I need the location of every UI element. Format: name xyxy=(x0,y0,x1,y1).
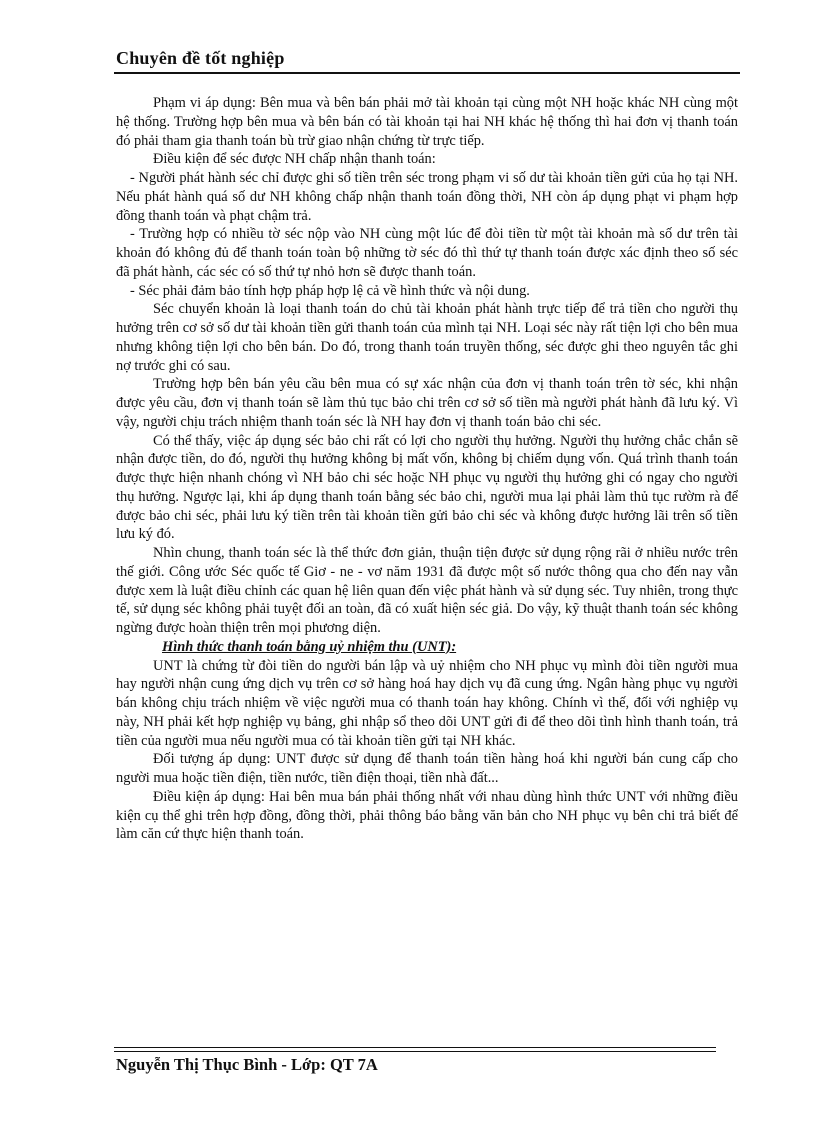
header-divider xyxy=(114,72,740,74)
page-header-title: Chuyên đề tốt nghiệp xyxy=(116,48,285,68)
paragraph: Nhìn chung, thanh toán séc là thể thức đơn giản, thuận tiện được sử dụng rộng rãi ở nhiều nước trên thế giới. Công ước Séc quốc tế Giơ - ne - vơ năm 1931 đã được một số nước thông qua cho đến nay vẫn được xem là luật điều chỉnh các quan hệ liên quan đến việc phát hành và sử dụng séc. Tuy nhiên, trong thực tế, sử dụng séc không phải tuyệt đối an toàn, đã có xuất hiện séc giả. Do vậy, kỹ thuật thanh toán séc không ngừng được hoàn thiện trên mọi phương diện. xyxy=(116,545,738,636)
paragraph: UNT là chứng từ đòi tiền do người bán lập và uỷ nhiệm cho NH phục vụ mình đòi tiền người mua hay người nhận cung ứng dịch vụ trên cơ sở hàng hoá hay dịch vụ đã cung ứng. Ngân hàng phục vụ người bán không chịu trách nhiệm về việc người mua có thanh toán hay không. Chính vì thế, đối với nghiệp vụ này, NH phải kết hợp nghiệp vụ bảng, ghi nhập sổ theo dõi UNT gửi đi để theo dõi tình hình thanh toán, trả tiền của người mua nếu người mua có tài khoản tiền gửi tại NH khác. xyxy=(116,657,738,749)
document-body xyxy=(116,94,738,844)
paragraph: Điều kiện áp dụng: Hai bên mua bán phải thống nhất với nhau dùng hình thức UNT với những điều kiện cụ thể ghi trên hợp đồng, đồng thời, phải thông báo bằng văn bản cho NH phục vụ bên chi trả biết để làm căn cứ thực hiện thanh toán. xyxy=(116,788,738,843)
paragraph: Có thể thấy, việc áp dụng séc bảo chi rất có lợi cho người thụ hưởng. Người thụ hưởng chắc chắn sẽ nhận được tiền, do đó, người thụ hưởng không bị mất vốn, không bị chiếm dụng vốn. Quá trình thanh toán được thực hiện nhanh chóng vì NH bảo chi séc hoặc NH phục vụ người thụ hưởng ghi có ngay cho người thụ hưởng. Ngược lại, khi áp dụng thanh toán bằng séc bảo chi, người mua lại phải làm thủ tục rườm rà để được bảo chi séc, phải lưu ký tiền trên tài khoản tiền gửi bảo chi séc và không được hưởng lãi trên số tiền lưu ký đó. xyxy=(116,432,738,543)
footer-divider-top xyxy=(114,1047,716,1048)
paragraph: Đối tượng áp dụng: UNT được sử dụng để thanh toán tiền hàng hoá khi người bán cung cấp cho người mua hoặc tiền điện, tiền nước, tiền điện thoại, tiền nhà đất... xyxy=(116,751,738,786)
bullet-item: - Séc phải đảm bảo tính hợp pháp hợp lệ cả về hình thức và nội dung. xyxy=(130,282,530,299)
paragraph-scope: Phạm vi áp dụng: Bên mua và bên bán phải mở tài khoản tại cùng một NH hoặc khác NH cùng một hệ thống. Trường hợp bên mua và bên bán có tài khoản tại hai NH khác hệ thống thì hai đơn vị thanh toán đó phải tham gia thanh toán bù trừ giao nhận chứng từ trực tiếp. xyxy=(116,95,738,149)
paragraph-conditions-heading: Điều kiện để séc được NH chấp nhận thanh toán: xyxy=(153,151,436,168)
footer-divider-bottom xyxy=(114,1051,716,1052)
paragraph: Trường hợp bên bán yêu cầu bên mua có sự xác nhận của đơn vị thanh toán trên tờ séc, khi nhận được yêu cầu, đơn vị thanh toán sẽ làm thủ tục bảo chi trên cơ sở số tiền mà người phát hành đã lưu ký. Vì vậy, người chịu trách nhiệm thanh toán séc là NH hay đơn vị thanh toán bảo chi séc. xyxy=(116,376,738,430)
paragraph: Séc chuyển khoản là loại thanh toán do chủ tài khoản phát hành trực tiếp để trả tiền cho người thụ hưởng trên cơ sở số dư tài khoản tiền gửi thanh toán của mình tại NH. Loại séc này rất tiện lợi cho bên mua nhưng không tiện lợi cho bên bán. Do đó, trong thanh toán truyền thống, séc được ghi theo nguyên tắc ghi nợ trước ghi có sau. xyxy=(116,301,738,374)
bullet-item: - Người phát hành séc chỉ được ghi số tiền trên séc trong phạm vi số dư tài khoản tiền gửi của họ tại NH. Nếu phát hành quá số dư NH không chấp nhận thanh toán đồng thời, NH còn áp dụng phạt vi phạm hợp đồng thanh toán và phạt chậm trả. xyxy=(116,170,738,224)
bullet-item: - Trường hợp có nhiều tờ séc nộp vào NH cùng một lúc để đòi tiền từ một tài khoản mà số dư trên tài khoản đó không đủ để thanh toán toàn bộ những tờ séc đó thì thứ tự thanh toán được xác định theo số séc đã phát hành, các séc có số thứ tự nhỏ hơn sẽ được thanh toán. xyxy=(116,226,738,280)
page-footer-author: Nguyễn Thị Thục Bình - Lớp: QT 7A xyxy=(116,1055,378,1074)
section-subheading: Hình thức thanh toán bằng uỷ nhiệm thu (UNT): xyxy=(162,638,457,655)
